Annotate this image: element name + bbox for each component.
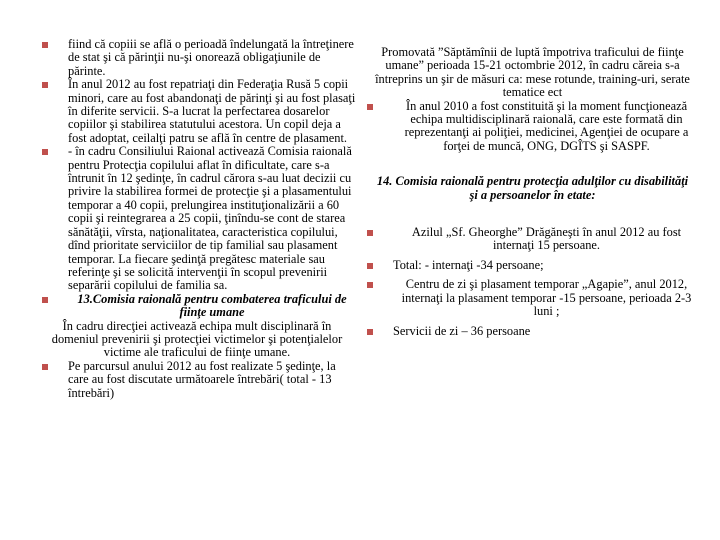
list-item-text: Azilul „Sf. Gheorghe” Drăgăneşti în anul 2012 au fost internaţi 15 persoane. — [411, 225, 682, 253]
list-item — [40, 78, 360, 145]
square-bullet-icon — [367, 329, 373, 335]
square-bullet-icon — [42, 149, 48, 155]
list-item-text: În anul 2012 au fost repatriaţi din Federaţia Rusă 5 copii minori, care au fost abandonaţi de părinţi şi au fost plasaţi în diferite servicii. S-a lucrat la perfectarea dosarelor copiilor şi stabilirea statutului acestora. Un copil deja a fost adoptat, ceilalţi patru se află în centre de plasament. — [68, 77, 356, 145]
list-item-text: fiind că copiii se află o perioadă îndelungată la întreţinere de stat şi că părinţii nu-şi onorează obligaţiunile de părinte. — [68, 37, 354, 78]
list-item — [365, 278, 700, 318]
list-item-text: Centru de zi şi plasament temporar „Agapie”, anul 2012, internaţi la plasament temporar -15 persoane, perioada 2-3 luni ; — [401, 277, 692, 319]
section-heading-14: 14. Comisia raională pentru protecţia adulţilor cu disabilităţi şi a persoanelor în etate: — [376, 174, 689, 202]
square-bullet-icon — [367, 230, 373, 236]
right-column — [365, 46, 700, 338]
list-item — [40, 38, 360, 78]
section-heading-13: 13.Comisia raională pentru combaterea traficului de fiinţe umane — [77, 291, 347, 320]
list-item — [40, 360, 360, 400]
square-bullet-icon — [42, 42, 48, 48]
square-bullet-icon — [42, 297, 48, 303]
list-item-text: Pe parcursul anului 2012 au fost realizate 5 şedinţe, la care au fost discutate următoarele întrebări( total - 13 întrebări) — [68, 358, 336, 400]
list-item-text: În anul 2010 a fost constituită şi la moment funcţionează echipa multidisciplinară raională, care este formată din reprezentanţi ai poliţiei, medicinei, Agenţiei de ocupare a forţei de muncă, ONG, DGÎTS şi SASPF. — [404, 98, 689, 153]
square-bullet-icon — [367, 263, 373, 269]
intro-paragraph: Promovată ”Săptămînii de luptă împotriva traficului de fiinţe umane” perioada 15-21 octombrie 2012, în cadru căreia s-a întreprins un şir de măsuri ca: mese rotunde, training-uri, serate tematice ect — [375, 45, 690, 100]
paragraph: În cadru direcţiei activează echipa mult disciplinară în domeniul prevenirii şi protecţiei victimelor şi potenţialelor victime ale traficului de fiinţe umane. — [51, 318, 343, 360]
list-item — [365, 100, 700, 154]
list-item — [40, 145, 360, 292]
square-bullet-icon — [367, 282, 373, 288]
left-column — [40, 38, 360, 400]
list-item — [365, 259, 700, 272]
list-item-text: Servicii de zi – 36 persoane — [393, 323, 531, 338]
list-item — [365, 226, 700, 253]
list-item-text: - în cadru Consiliului Raional activează Comisia raională pentru Protecţia copilului aflat în dificultate, care s-a întrunit în 12 şedinţe, în cadrul cărora s-au luat decizii cu privire la stabilirea formei de protecţie şi a plasamentului temporar a 40 copii, prelungirea instituţionalizării a 60 copii şi reintegrarea a 25 copii, ţinîndu-se cont de starea sănătăţii, vîrsta, naţionalitatea, caracteristica copilului, dînd prioritate serviciilor de tip familial sau plasament temporar. La fiecare şedinţă pregătesc materiale sau referinţe şi se solicită intervenţii în scopul prevenirii separării copilului de familia sa. — [68, 144, 352, 293]
square-bullet-icon — [42, 82, 48, 88]
list-item — [40, 293, 360, 320]
square-bullet-icon — [42, 364, 48, 370]
square-bullet-icon — [367, 104, 373, 110]
list-item — [365, 325, 700, 338]
list-item-text: Total: - internaţi -34 persoane; — [393, 257, 544, 272]
